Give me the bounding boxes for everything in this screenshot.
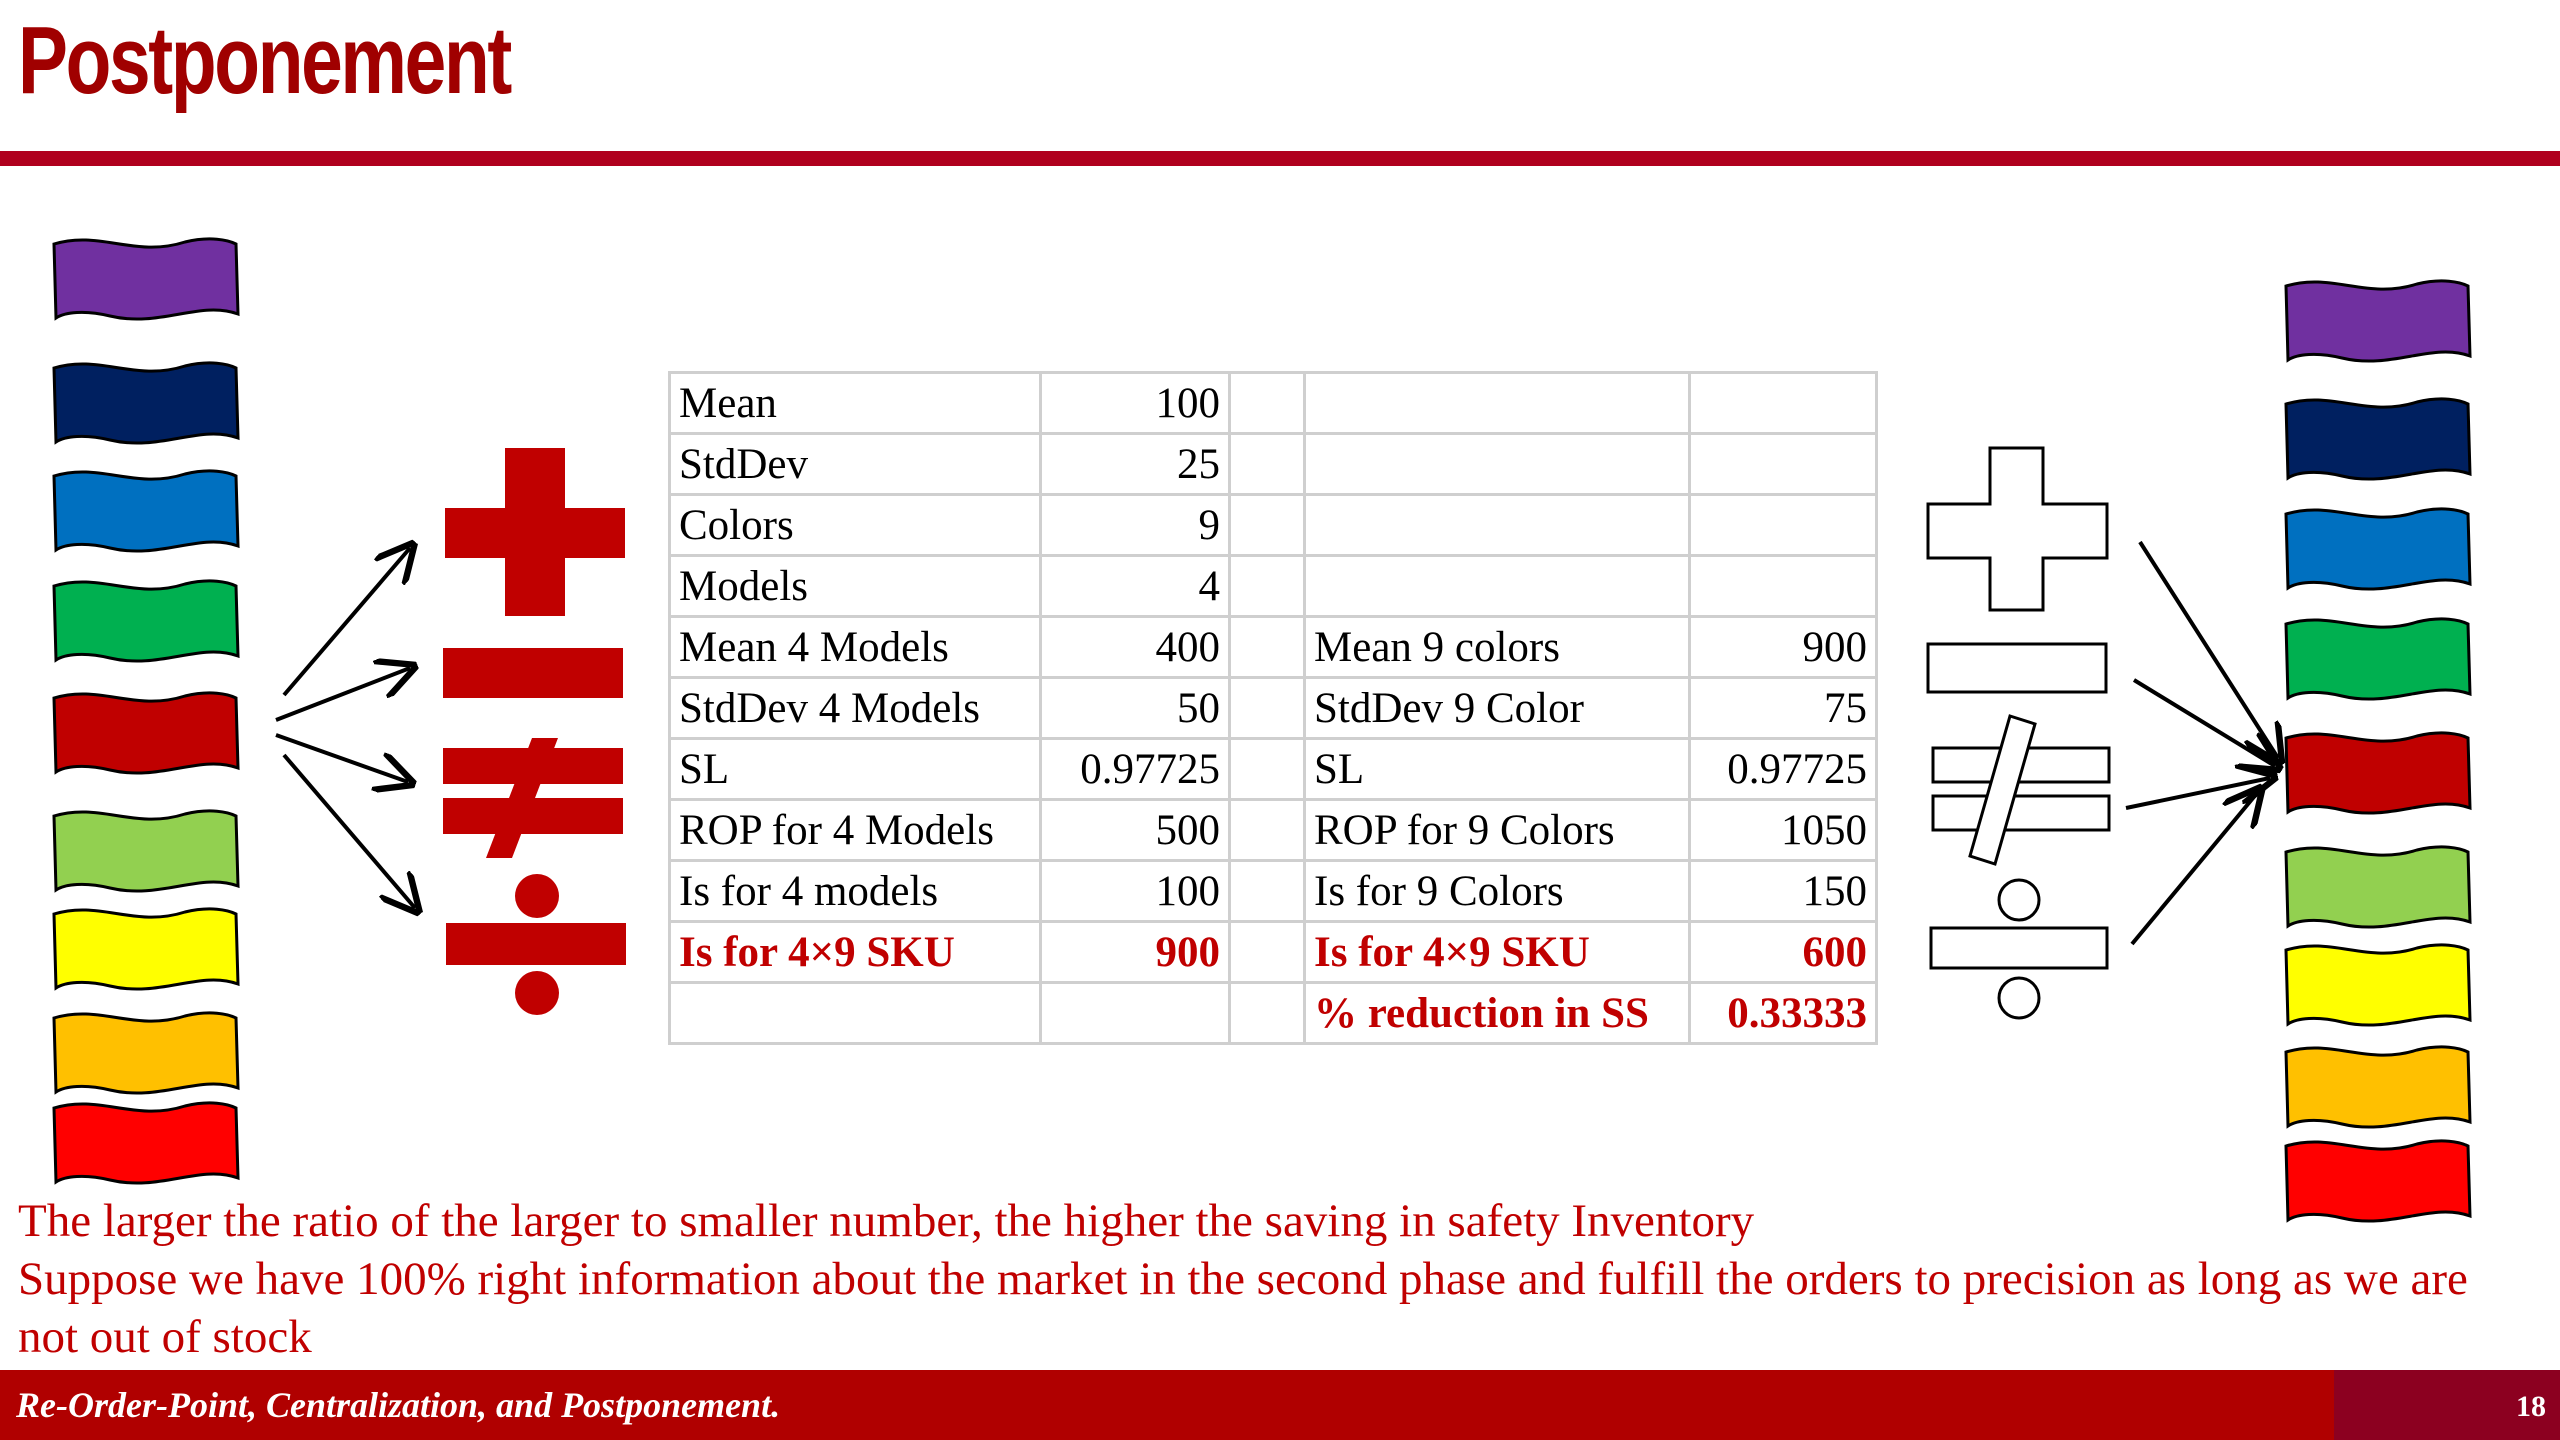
row-value-left: 100 [1041,373,1230,434]
row-value-right [1690,495,1877,556]
flag-icon [2282,396,2472,486]
table-row [670,495,1877,556]
flag-icon [50,690,240,780]
row-value-right: 1050 [1690,800,1877,861]
minus-icon [443,648,623,698]
divide-outline-icon [1931,880,2107,1018]
table-row [670,861,1877,922]
left-arrows [260,530,440,930]
row-label-left [670,983,1041,1044]
row-value-right: 0.33333 [1690,983,1877,1044]
body-line-1: The larger the ratio of the larger to smaller number, the higher the saving in safety Inventory [18,1195,1755,1247]
flag-icon [50,236,240,326]
plus-icon [445,448,625,616]
row-label-left: Colors [670,495,1041,556]
arrow-2 [276,668,410,720]
flag-icon [2282,844,2472,934]
spacer-cell [1230,434,1305,495]
row-label-left: Is for 4×9 SKU [670,922,1041,983]
spacer-cell [1230,800,1305,861]
row-value-right: 600 [1690,922,1877,983]
footer-page-block [2334,1370,2560,1440]
flag-icon [50,808,240,898]
spacer-cell [1230,617,1305,678]
row-label-left: Mean 4 Models [670,617,1041,678]
not-equal-icon [443,738,623,858]
table-row [670,434,1877,495]
row-label-right [1305,556,1690,617]
page-number: 18 [2516,1390,2546,1423]
table-row [670,373,1877,434]
row-value-left [1041,983,1230,1044]
right-arrows [2110,530,2290,960]
row-label-left: Models [670,556,1041,617]
slide-title: Postponement [18,7,510,114]
spacer-cell [1230,373,1305,434]
table-row [670,739,1877,800]
arrow-1 [284,548,410,695]
row-value-right: 75 [1690,678,1877,739]
row-value-left: 900 [1041,922,1230,983]
flag-icon [50,578,240,668]
flag-icon [2282,730,2472,820]
flag-icon [50,1010,240,1100]
table-row [670,983,1877,1044]
row-value-right [1690,434,1877,495]
row-label-right: StdDev 9 Color [1305,678,1690,739]
row-label-right: SL [1305,739,1690,800]
arrow-3 [276,735,408,782]
row-value-right [1690,373,1877,434]
table-row [670,678,1877,739]
row-value-left: 100 [1041,861,1230,922]
spacer-cell [1230,861,1305,922]
outlined-math-symbols [1925,446,2115,1026]
flag-icon [50,360,240,450]
row-value-right: 0.97725 [1690,739,1877,800]
table-row [670,617,1877,678]
row-value-left: 50 [1041,678,1230,739]
divide-icon [446,874,626,1015]
table-row [670,556,1877,617]
spacer-cell [1230,983,1305,1044]
spacer-cell [1230,556,1305,617]
flag-icon [2282,942,2472,1032]
row-value-left: 400 [1041,617,1230,678]
row-label-left: Mean [670,373,1041,434]
row-value-left: 0.97725 [1041,739,1230,800]
minus-outline-icon [1928,644,2106,692]
row-value-left: 9 [1041,495,1230,556]
row-label-left: StdDev 4 Models [670,678,1041,739]
title-divider [0,151,2560,166]
row-value-right: 150 [1690,861,1877,922]
row-label-right [1305,373,1690,434]
row-label-right [1305,434,1690,495]
flag-icon [50,906,240,996]
spacer-cell [1230,678,1305,739]
flag-icon [2282,278,2472,368]
row-label-right: ROP for 9 Colors [1305,800,1690,861]
row-label-right: Mean 9 colors [1305,617,1690,678]
row-label-left: Is for 4 models [670,861,1041,922]
flag-icon [2282,616,2472,706]
body-line-2: Suppose we have 100% right information about the market in the second phase and fulfill the orders to precision as long as we are not out of stock [18,1253,2468,1363]
row-value-left: 4 [1041,556,1230,617]
body-text [18,1192,2518,1366]
spacer-cell [1230,739,1305,800]
spacer-cell [1230,922,1305,983]
row-value-right: 900 [1690,617,1877,678]
row-value-right [1690,556,1877,617]
flag-icon [50,468,240,558]
footer-bar [0,1370,2560,1440]
filled-math-symbols [440,448,630,1018]
spacer-cell [1230,495,1305,556]
row-label-left: ROP for 4 Models [670,800,1041,861]
row-label-right: Is for 9 Colors [1305,861,1690,922]
row-label-right [1305,495,1690,556]
row-value-left: 500 [1041,800,1230,861]
row-value-left: 25 [1041,434,1230,495]
footer-text: Re-Order-Point, Centralization, and Postponement. [16,1385,781,1425]
row-label-left: SL [670,739,1041,800]
not-equal-outline-icon [1933,716,2109,864]
plus-outline-icon [1928,448,2107,610]
flag-icon [50,1100,240,1190]
row-label-left: StdDev [670,434,1041,495]
table-row [670,800,1877,861]
flag-icon [2282,1044,2472,1134]
flag-icon [2282,506,2472,596]
table-row [670,922,1877,983]
row-label-right: Is for 4×9 SKU [1305,922,1690,983]
inventory-table [668,371,1878,1045]
row-label-right: % reduction in SS [1305,983,1690,1044]
arrow-8 [2132,792,2258,944]
